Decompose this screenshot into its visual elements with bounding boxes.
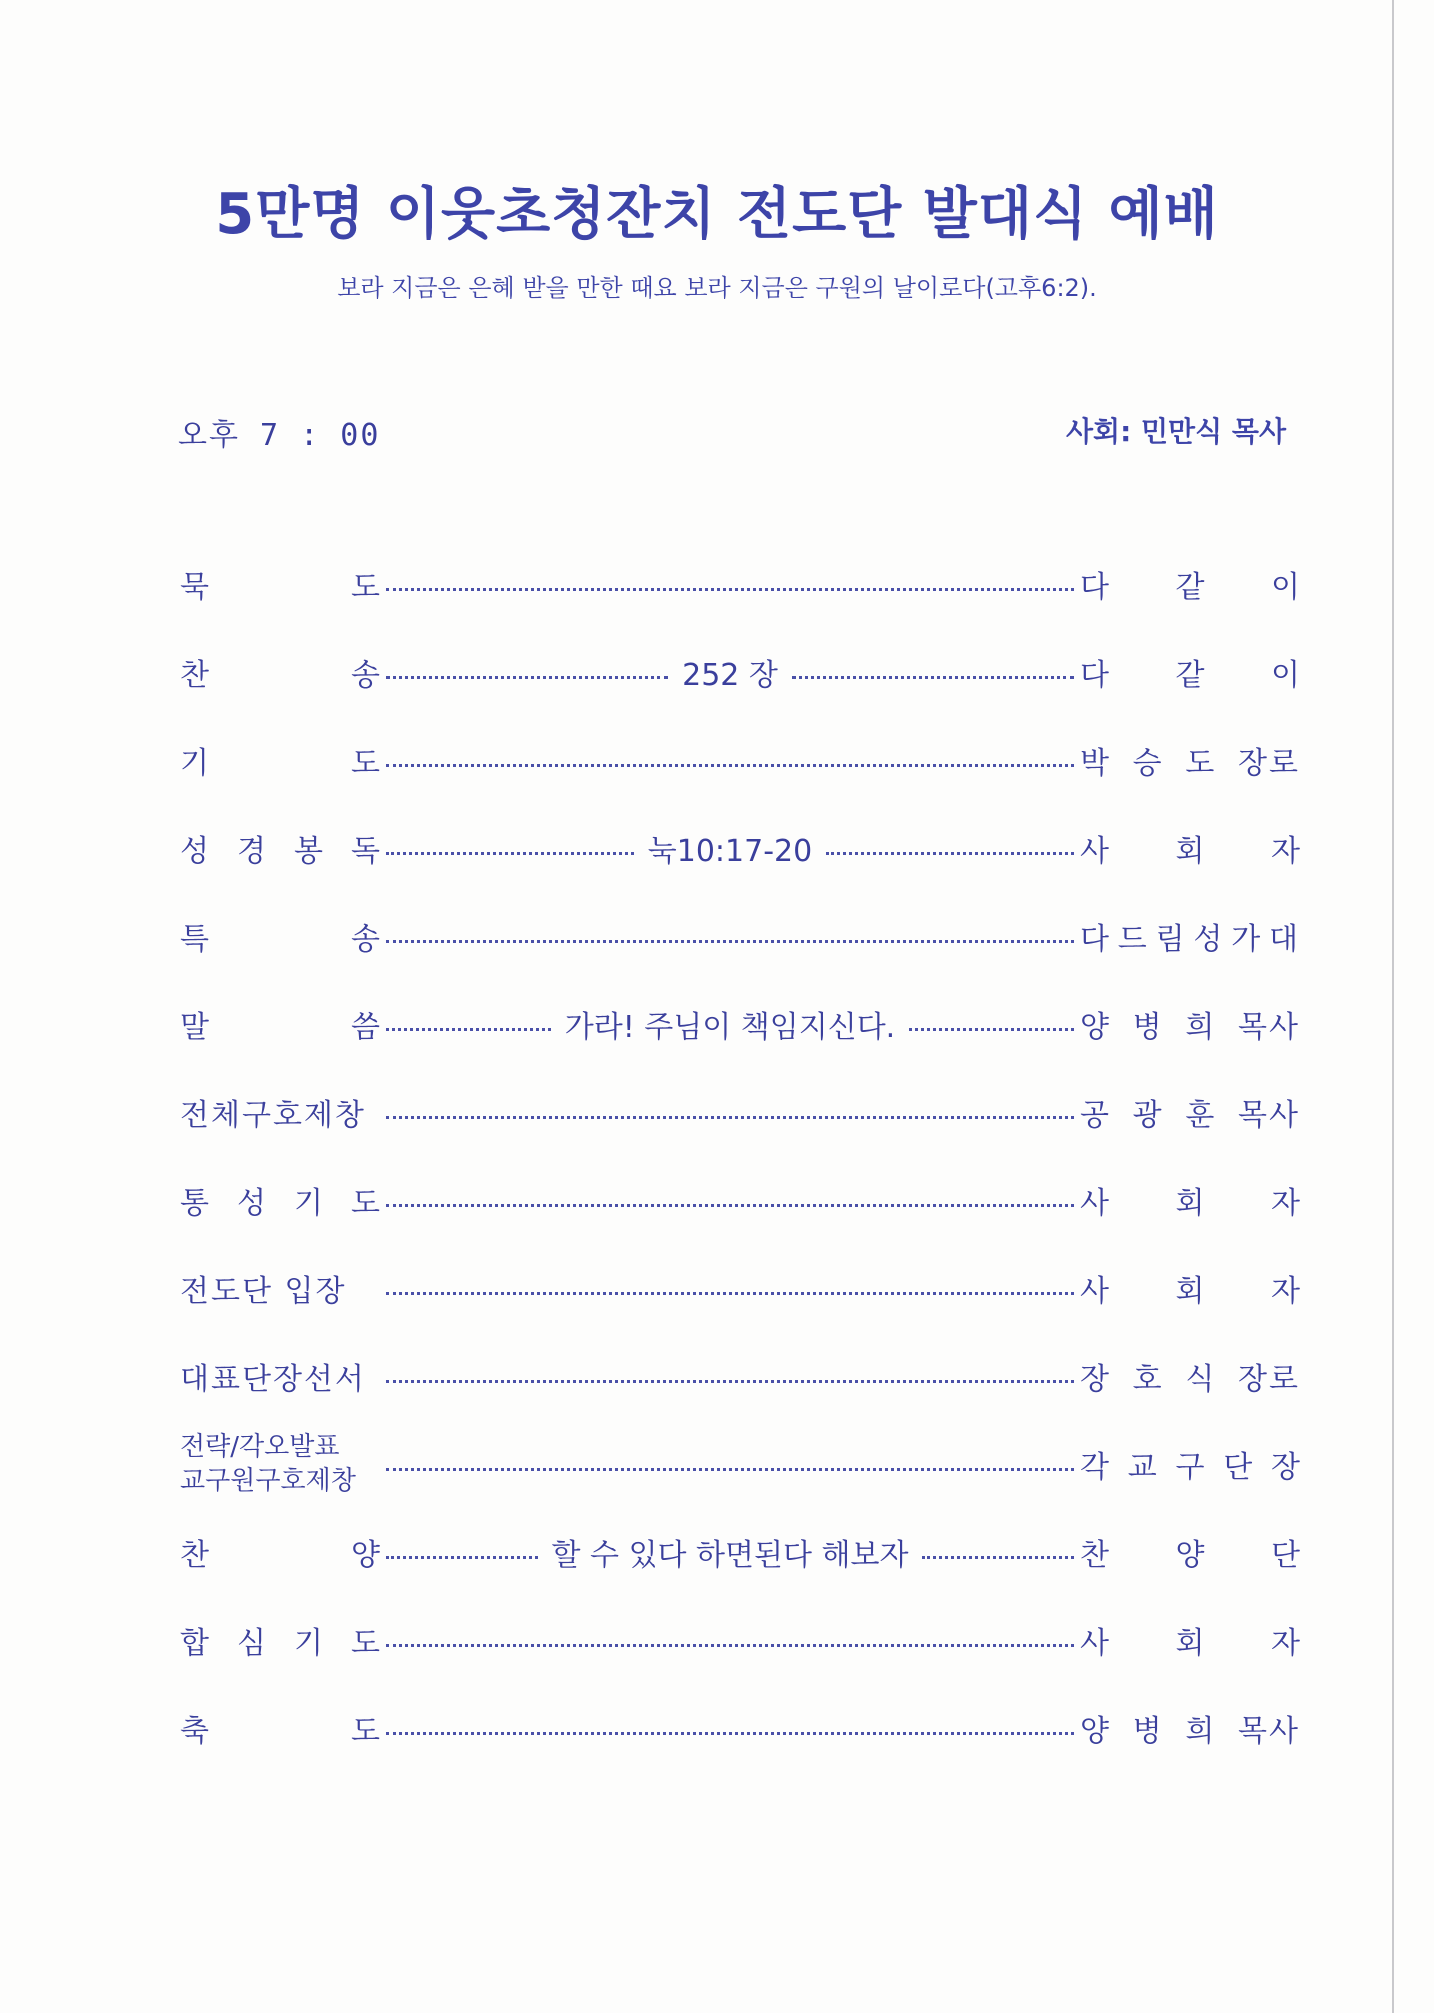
dot-leader	[386, 1194, 1074, 1207]
program-person: 다 같 이	[1080, 570, 1300, 605]
dot-leader	[386, 1722, 1074, 1735]
program-person: 양 병 희 목사	[1080, 1010, 1300, 1045]
program-person: 공 광 훈 목사	[1080, 1098, 1300, 1133]
program-row	[180, 716, 1300, 804]
program-item: 성 경 봉 독	[180, 834, 380, 869]
program-item: 묵 도	[180, 570, 380, 605]
program-row	[180, 540, 1300, 628]
program-item: 특 송	[180, 922, 380, 957]
program-row	[180, 804, 1300, 892]
program-person: 장 호 식 장로	[1080, 1362, 1300, 1397]
presider: 사회: 민만식 목사	[1065, 415, 1286, 448]
program-person: 다 같 이	[1080, 658, 1300, 693]
program-item: 말 씀	[180, 1010, 380, 1045]
dot-leader	[386, 826, 1074, 870]
page-title: 5만명 이웃초청잔치 전도단 발대식 예배	[215, 182, 1219, 247]
program-content: 252 장	[682, 658, 778, 693]
program-person: 사 회 자	[1080, 1274, 1300, 1309]
program-row	[180, 980, 1300, 1068]
program-row	[180, 1156, 1300, 1244]
program-item: 대표단장선서	[180, 1362, 366, 1397]
dot-leader	[386, 578, 1074, 591]
program-item: 기 도	[180, 746, 380, 781]
order-of-service	[180, 540, 1300, 1772]
dot-leader	[386, 1634, 1074, 1647]
program-item-line: 전략/각오발표	[180, 1432, 340, 1462]
program-item: 통 성 기 도	[180, 1186, 380, 1221]
program-item: 전도단 입장	[180, 1274, 347, 1309]
dot-leader	[386, 1370, 1074, 1383]
dot-leader	[386, 1002, 1074, 1046]
program-item: 전체구호제창	[180, 1098, 366, 1133]
program-row	[180, 1068, 1300, 1156]
dot-leader	[386, 1530, 1074, 1574]
program-row	[180, 1596, 1300, 1684]
program-person: 각 교 구 단 장	[1080, 1450, 1300, 1485]
program-content: 눅10:17-20	[647, 834, 813, 869]
program-content: 할 수 있다 하면된다 해보자	[551, 1538, 909, 1573]
dot-leader	[386, 650, 1074, 694]
program-person: 사 회 자	[1080, 1626, 1300, 1661]
dot-leader	[386, 754, 1074, 767]
dot-leader	[386, 1282, 1074, 1295]
program-item: 찬 양	[180, 1538, 380, 1573]
program-content: 가라! 주님이 책임지신다.	[564, 1010, 896, 1045]
program-item: 합 심 기 도	[180, 1626, 380, 1661]
program-person: 사 회 자	[1080, 834, 1300, 869]
program-row	[180, 628, 1300, 716]
program-person: 사 회 자	[1080, 1186, 1300, 1221]
program-row	[180, 1508, 1300, 1596]
program-row	[180, 1244, 1300, 1332]
program-row	[180, 892, 1300, 980]
program-row	[180, 1420, 1300, 1508]
program-row	[180, 1332, 1300, 1420]
program-item	[180, 1430, 380, 1498]
dot-leader	[386, 1458, 1074, 1471]
scripture-verse: 보라 지금은 은혜 받을 만한 때요 보라 지금은 구원의 날이로다(고후6:2).	[337, 274, 1097, 302]
service-time: 오후 7 : 00	[178, 418, 381, 453]
program-person: 양 병 희 목사	[1080, 1714, 1300, 1749]
program-item-line: 교구원구호제창	[180, 1466, 356, 1496]
program-person: 다 드 림 성 가 대	[1080, 922, 1300, 957]
program-row	[180, 1684, 1300, 1772]
program-person: 박 승 도 장로	[1080, 746, 1300, 781]
program-item: 축 도	[180, 1714, 380, 1749]
program-item: 찬 송	[180, 658, 380, 693]
program-person: 찬 양 단	[1080, 1538, 1300, 1573]
dot-leader	[386, 930, 1074, 943]
dot-leader	[386, 1106, 1074, 1119]
